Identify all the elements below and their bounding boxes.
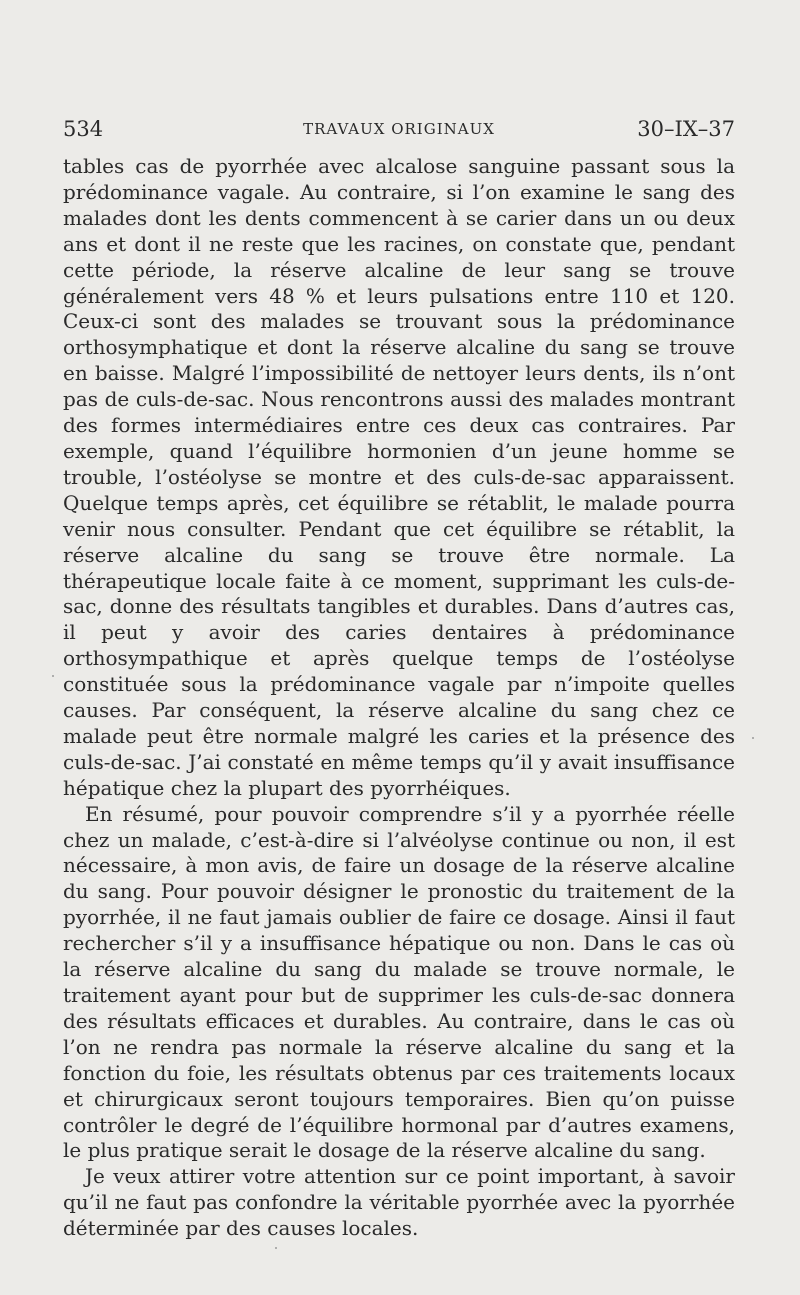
paper-speck [752,737,754,739]
page-header [63,115,735,143]
paper-speck [275,1247,277,1249]
paragraph: En résumé, pour pouvoir comprendre s’il y a pyorrhée réelle chez un malade, c’est-à-dire si l’alvéolyse continue ou non, il est nécessaire, à mon avis, de faire un dosage de la réserve alcaline du sang. Pour pouvoir désigner le pronostic du traitement de la pyorrhée, il ne faut jamais oublier de faire ce dosage. Ainsi il faut rechercher s’il y a insuffisance hépatique ou non. Dans le cas où la réserve alcaline du sang du malade se trouve normale, le traitement ayant pour but de supprimer les culs-de-sac donnera des résultats efficaces et durables. Au contraire, dans le cas où l’on ne rendra pas normale la réserve alcaline du sang et la fonction du foie, les résultats obtenus par ces traitements locaux et chirurgicaux seront toujours temporaires. Bien qu’on puisse contrôler le degré de l’équilibre hormonal par d’autres examens, le plus pratique serait le dosage de la réserve alcaline du sang. [63,801,735,1163]
paragraph: tables cas de pyorrhée avec alcalose sanguine passant sous la prédominance vagale. Au contraire, si l’on examine le sang des malades dont les dents commencent à se carier dans un ou deux ans et dont il ne reste que les racines, on constate que, pendant cette période, la réserve alcaline de leur sang se trouve généralement vers 48 % et leurs pulsations entre 110 et 120. Ceux-ci sont des malades se trouvant sous la prédominance orthosymphatique et dont la réserve alcaline du sang se trouve en baisse. Malgré l’impossibilité de nettoyer leurs dents, ils n’ont pas de culs-de-sac. Nous rencontrons aussi des malades montrant des formes intermédiaires entre ces deux cas contraires. Par exemple, quand l’équilibre hormonien d’un jeune homme se trouble, l’ostéolyse se montre et des culs-de-sac apparaissent. Quelque temps après, cet équilibre se rétablit, le malade pourra venir nous consulter. Pendant que cet équilibre se rétablit, la réserve alcaline du sang se trouve être normale. La thérapeutique locale faite à ce moment, supprimant les culs-de-sac, donne des résultats tangibles et durables. Dans d’autres cas, il peut y avoir des caries dentaires à prédominance orthosympathique et après quelque temps de l’ostéolyse constituée sous la prédominance vagale par n’impoite quelles causes. Par conséquent, la réserve alcaline du sang chez ce malade peut être normale malgré les caries et la présence des culs-de-sac. J’ai constaté en même temps qu’il y avait insuffisance hépatique chez la plupart des pyorrhéiques. [63,154,735,800]
paragraph: Je veux attirer votre attention sur ce point important, à savoir qu’il ne faut pas confondre la véritable pyorrhée avec la pyorrhée déterminée par des causes locales. [63,1164,735,1241]
paper-speck [52,675,54,677]
running-title: TRAVAUX ORIGINAUX [303,120,495,138]
page-number: 534 [63,117,104,141]
issue-date: 30–IX–37 [637,117,735,141]
article-body [63,154,735,1242]
